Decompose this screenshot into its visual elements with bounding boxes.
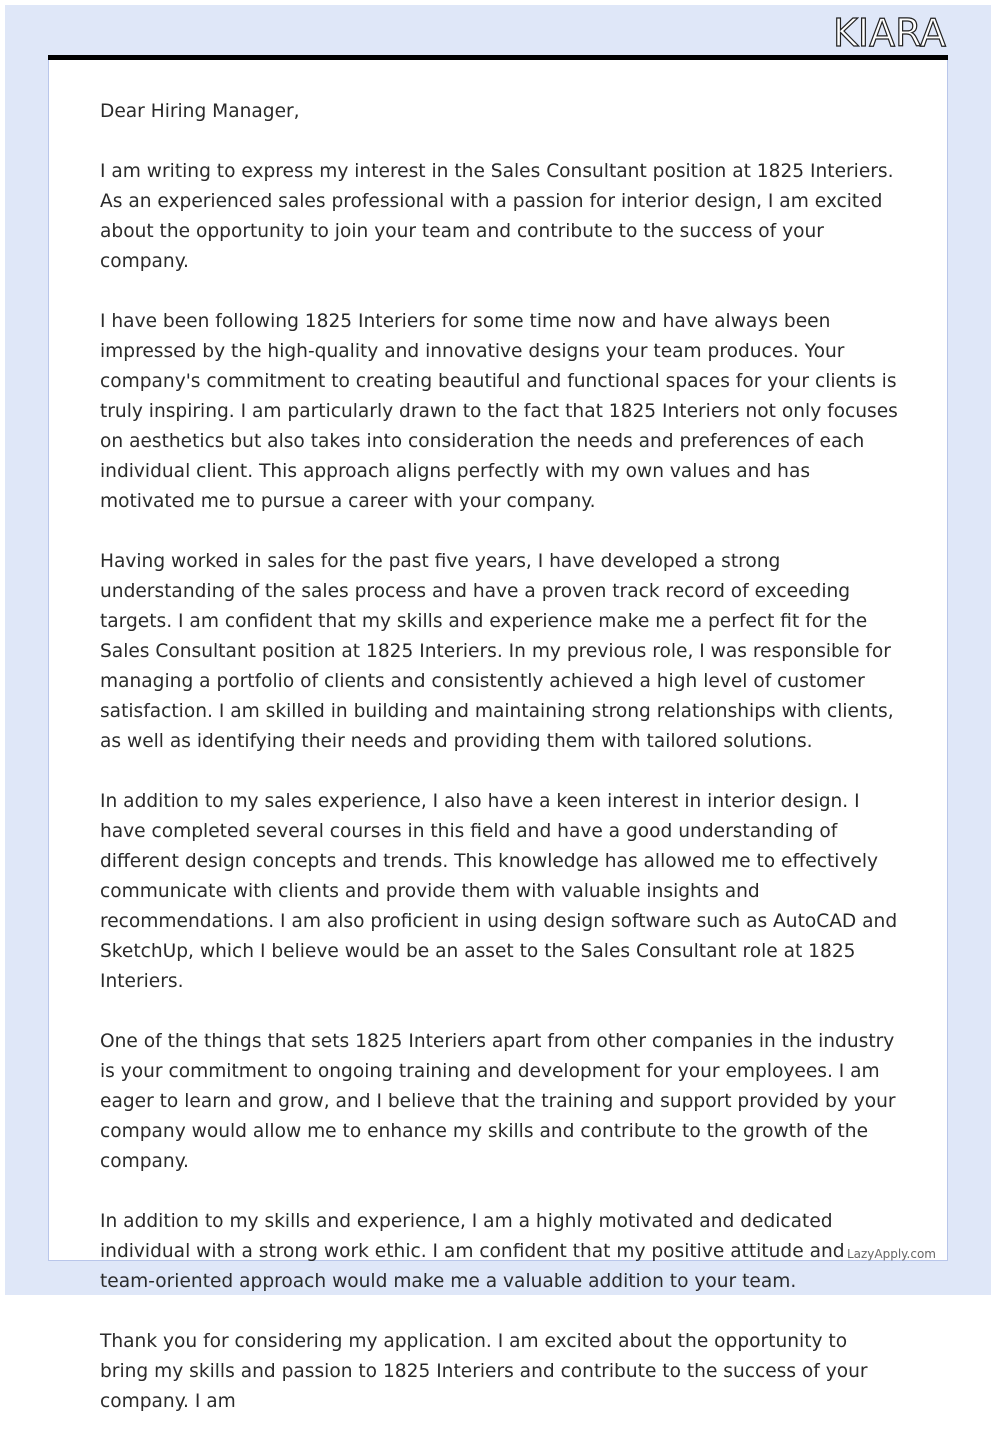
letter-paragraph: One of the things that sets 1825 Interiers apart from other companies in the industry is your commitment to ongoing training and development for your employees. I am eager to learn and grow, and I believe that the training and support provided by your company would allow me to enhance my skills and contribute to the growth of the company. <box>100 1031 896 1172</box>
cover-letter-body <box>100 97 900 1447</box>
footer-watermark: LazyApply.com <box>846 1247 936 1261</box>
letter-paragraph: Thank you for considering my application. I am excited about the opportunity to bring my skills and passion to 1825 Interiers and contribute to the success of your company. I am <box>100 1331 868 1412</box>
letter-paragraph: I am writing to express my interest in the Sales Consultant position at 1825 Interiers. As an experienced sales professional with a passion for interior design, I am excited about the opportunity to join your team and contribute to the success of your company. <box>100 161 894 272</box>
letter-paragraph: Having worked in sales for the past five years, I have developed a strong understanding of the sales process and have a proven track record of exceeding targets. I am confident that my skills and experience make me a perfect fit for the Sales Consultant position at 1825 Interiers. In my previous role, I was responsible for managing a portfolio of clients and consistently achieved a high level of customer satisfaction. I am skilled in building and maintaining strong relationships with clients, as well as identifying their needs and providing them with tailored solutions. <box>100 551 894 752</box>
letter-paragraph: In addition to my sales experience, I also have a keen interest in interior design. I have completed several courses in this field and have a good understanding of different design concepts and trends. This knowledge has allowed me to effectively communicate with clients and provide them with valuable insights and recommendations. I am also proficient in using design software such as AutoCAD and SketchUp, which I believe would be an asset to the Sales Consultant role at 1825 Interiers. <box>100 791 898 992</box>
salutation: Dear Hiring Manager, <box>100 101 300 122</box>
letter-paragraph: In addition to my skills and experience, I am a highly motivated and dedicated individual with a strong work ethic. I am confident that my positive attitude and team-oriented approach would make me a valuable addition to your team. <box>100 1211 845 1292</box>
letter-paragraph: I have been following 1825 Interiers for some time now and have always been impressed by the high-quality and innovative designs your team produces. Your company's commitment to creating beautiful and functional spaces for your clients is truly inspiring. I am particularly drawn to the fact that 1825 Interiers not only focuses on aesthetics but also takes into consideration the needs and preferences of each individual client. This approach aligns perfectly with my own values and has motivated me to pursue a career with your company. <box>100 311 898 512</box>
brand-logo: KIARA <box>833 11 946 55</box>
